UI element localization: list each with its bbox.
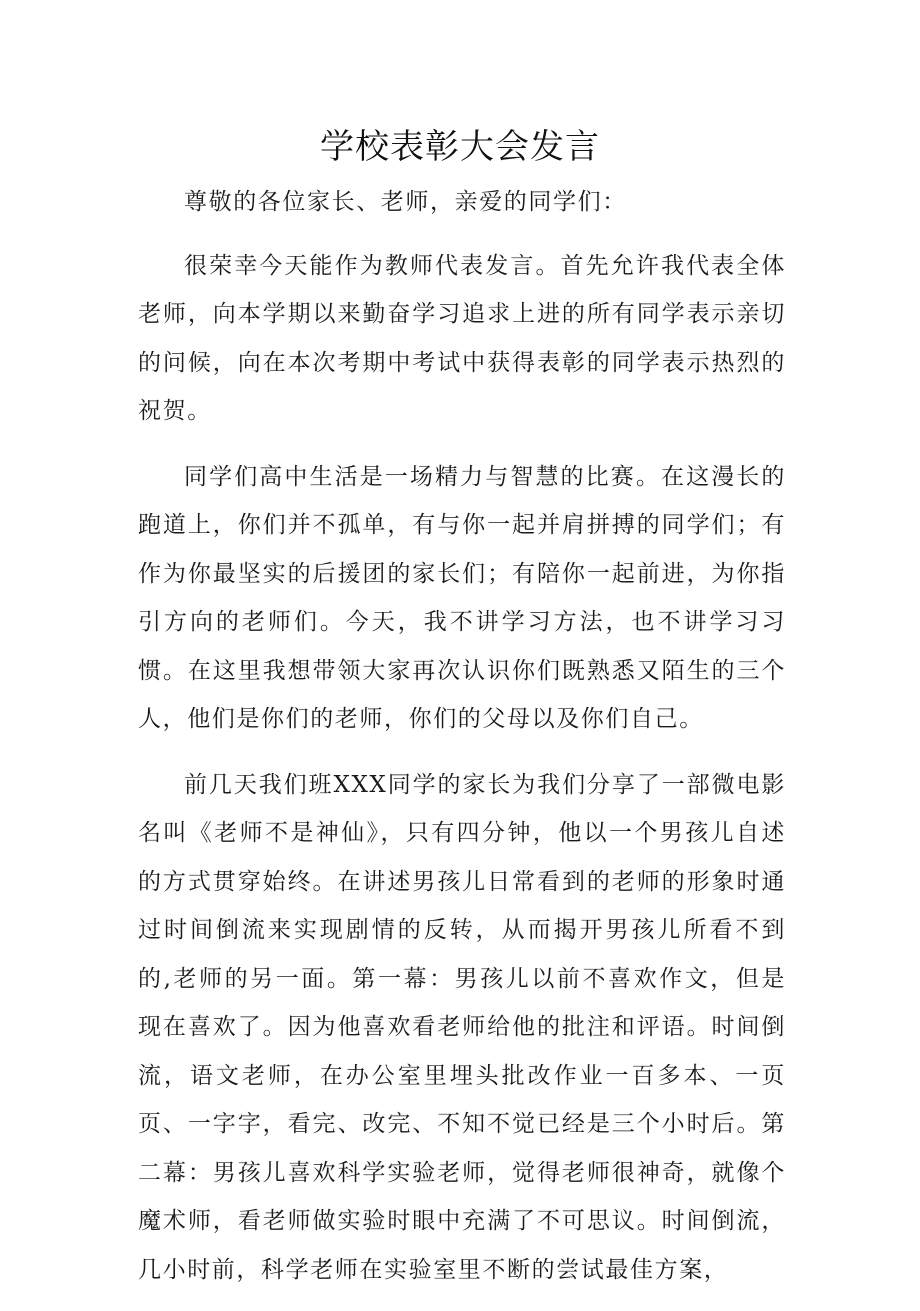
greeting-line: 尊敬的各位家长、老师，亲爱的同学们： (184, 189, 627, 215)
paragraph-1: 很荣幸今天能作为教师代表发言。首先允许我代表全体老师，向本学期以来勤奋学习追求上进的所有同学表示亲切的问候，向在本次考期中考试中获得表彰的同学表示热烈的祝贺。 (138, 252, 786, 424)
document-body (138, 178, 786, 1311)
document-title: 学校表彰大会发言 (320, 127, 600, 167)
paragraph-3: 前几天我们班XXX同学的家长为我们分享了一部微电影名叫《老师不是神仙》，只有四分钟，他以一个男孩儿自述的方式贯穿始终。在讲述男孩儿日常看到的老师的形象时通过时间倒流来实现剧情的反转，从而揭开男孩儿所看不到的,老师的另一面。第一幕：男孩儿以前不喜欢作文，但是现在喜欢了。因为他喜欢看老师给他的批注和评语。时间倒流，语文老师，在办公室里埋头批改作业一百多本、一页页、一字字，看完、改完、不知不觉已经是三个小时后。第二幕：男孩儿喜欢科学实验老师，觉得老师很神奇，就像个魔术师，看老师做实验时眼中充满了不可思议。时间倒流，几小时前，科学老师在实验室里不断的尝试最佳方案， (138, 771, 786, 1283)
paragraph-2: 同学们高中生活是一场精力与智慧的比赛。在这漫长的跑道上，你们并不孤单，有与你一起并肩拼搏的同学们；有作为你最坚实的后援团的家长们；有陪你一起前进，为你指引方向的老师们。今天，我不讲学习方法，也不讲学习习惯。在这里我想带领大家再次认识你们既熟悉又陌生的三个人，他们是你们的老师，你们的父母以及你们自己。 (138, 463, 786, 732)
